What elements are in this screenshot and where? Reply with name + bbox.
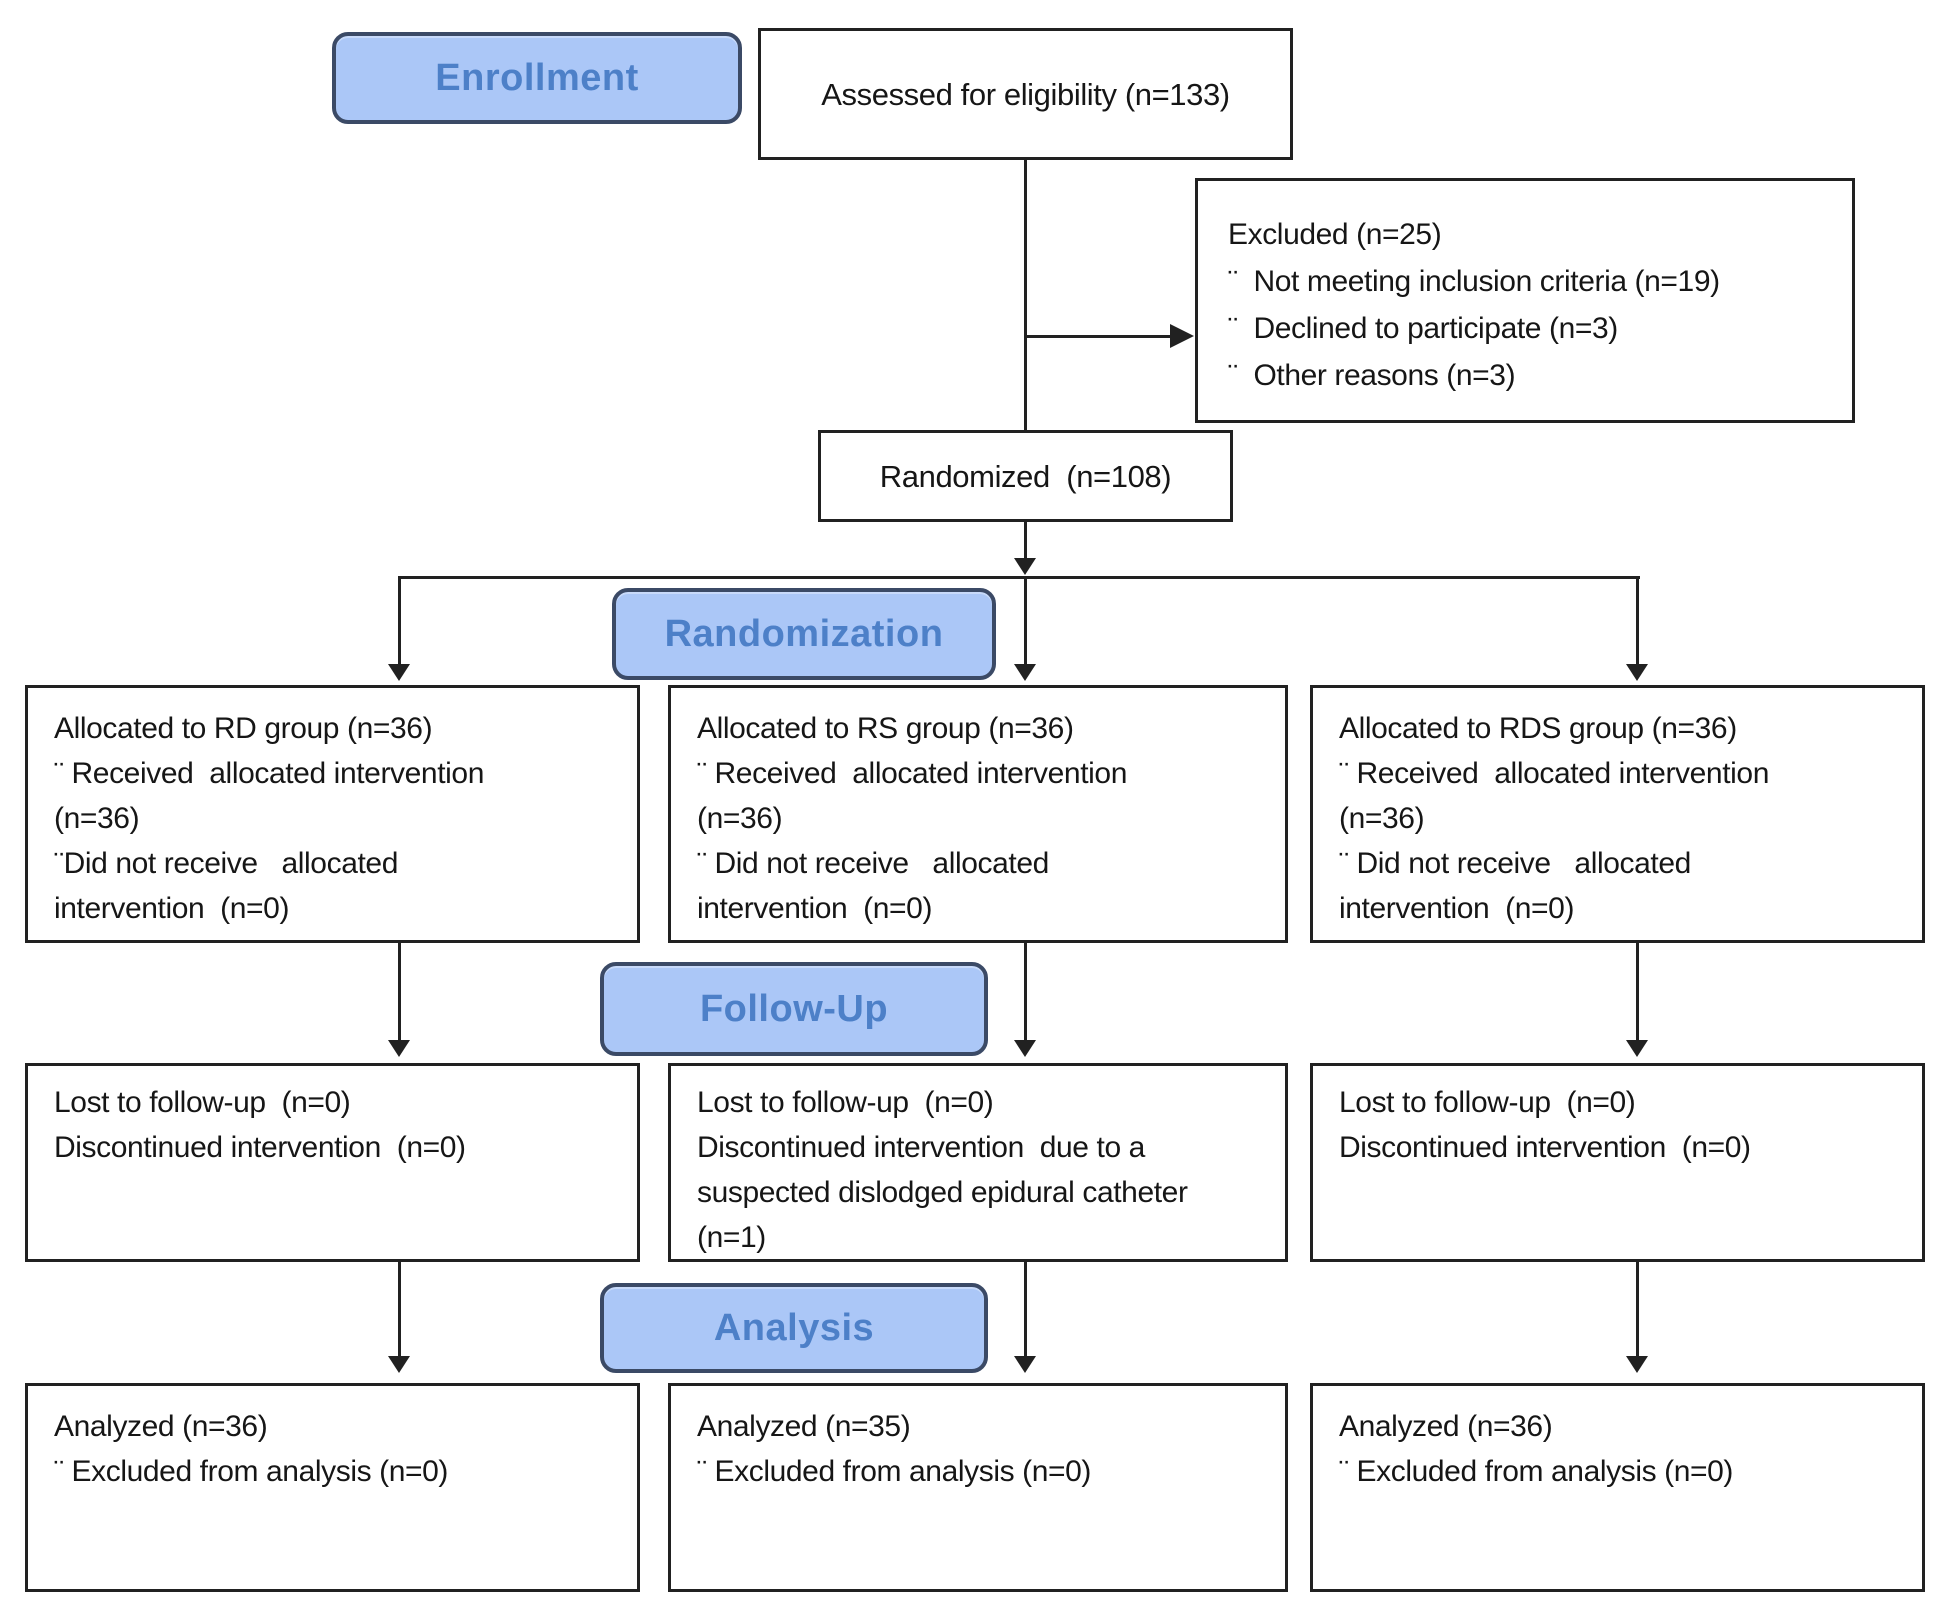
followup-box-rs bbox=[668, 1063, 1288, 1262]
allocation-title: Allocated to RDS group (n=36) bbox=[1339, 712, 1737, 745]
allocation-line: ¨ Received allocated intervention bbox=[54, 757, 484, 790]
connector-followup-analysis-rs bbox=[1024, 1262, 1027, 1358]
connector-to-excluded bbox=[1025, 335, 1170, 338]
allocation-title: Allocated to RD group (n=36) bbox=[54, 712, 433, 745]
stage-label-enrollment bbox=[332, 32, 742, 124]
down-arrowhead bbox=[1014, 1040, 1036, 1057]
analysis-line: ¨ Excluded from analysis (n=0) bbox=[1339, 1455, 1733, 1488]
randomized-text: Randomized (n=108) bbox=[879, 458, 1172, 494]
allocation-line: intervention (n=0) bbox=[54, 892, 290, 925]
analysis-box-rs bbox=[668, 1383, 1288, 1592]
allocation-box-rs bbox=[668, 685, 1288, 943]
followup-line: (n=1) bbox=[697, 1221, 766, 1254]
allocation-line: ¨ Did not receive allocated bbox=[697, 847, 1049, 880]
stage-label-analysis bbox=[600, 1283, 988, 1373]
stage-label-text: Randomization bbox=[664, 612, 944, 655]
stage-label-text: Analysis bbox=[713, 1306, 875, 1349]
stage-label-text: Enrollment bbox=[435, 56, 639, 99]
excluded-title: Excluded (n=25) bbox=[1228, 218, 1442, 251]
down-arrowhead bbox=[1014, 664, 1036, 681]
analysis-box-rd bbox=[25, 1383, 640, 1592]
analysis-title: Analyzed (n=35) bbox=[697, 1410, 911, 1443]
excluded-item: ¨ Declined to participate (n=3) bbox=[1228, 312, 1618, 345]
branch-line bbox=[398, 576, 1640, 579]
down-arrowhead bbox=[388, 1040, 410, 1057]
followup-box-rds bbox=[1310, 1063, 1925, 1262]
connector-assessed-randomized bbox=[1024, 160, 1027, 430]
analysis-title: Analyzed (n=36) bbox=[1339, 1410, 1553, 1443]
connector-randomized-branch bbox=[1024, 522, 1027, 560]
connector-branch-rs bbox=[1024, 576, 1027, 666]
stage-label-followup bbox=[600, 962, 988, 1056]
connector-followup-analysis-rds bbox=[1636, 1262, 1639, 1358]
connector-alloc-followup-rd bbox=[398, 943, 401, 1042]
analysis-line: ¨ Excluded from analysis (n=0) bbox=[697, 1455, 1091, 1488]
connector-alloc-followup-rds bbox=[1636, 943, 1639, 1042]
allocation-line: intervention (n=0) bbox=[1339, 892, 1575, 925]
connector-branch-rd bbox=[398, 576, 401, 666]
followup-line: Lost to follow-up (n=0) bbox=[54, 1086, 351, 1119]
stage-label-randomization bbox=[612, 588, 996, 680]
allocation-title: Allocated to RS group (n=36) bbox=[697, 712, 1074, 745]
allocation-line: ¨ Received allocated intervention bbox=[1339, 757, 1769, 790]
followup-line: Discontinued intervention due to a bbox=[697, 1131, 1145, 1164]
analysis-box-rds bbox=[1310, 1383, 1925, 1592]
randomized-box bbox=[818, 430, 1233, 522]
allocation-line: ¨ Received allocated intervention bbox=[697, 757, 1127, 790]
down-arrowhead bbox=[1626, 1040, 1648, 1057]
allocation-line: intervention (n=0) bbox=[697, 892, 933, 925]
excluded-item: ¨ Other reasons (n=3) bbox=[1228, 359, 1516, 392]
down-arrowhead bbox=[388, 664, 410, 681]
connector-branch-rds bbox=[1636, 576, 1639, 666]
down-arrowhead bbox=[1626, 1356, 1648, 1373]
excluded-item: ¨ Not meeting inclusion criteria (n=19) bbox=[1228, 265, 1720, 298]
connector-followup-analysis-rd bbox=[398, 1262, 401, 1358]
connector-alloc-followup-rs bbox=[1024, 943, 1027, 1042]
down-arrowhead bbox=[1014, 558, 1036, 575]
right-arrowhead bbox=[1170, 324, 1194, 348]
stage-label-text: Follow-Up bbox=[699, 987, 889, 1030]
allocation-line: (n=36) bbox=[54, 802, 140, 835]
allocation-box-rd bbox=[25, 685, 640, 943]
followup-line: suspected dislodged epidural catheter bbox=[697, 1176, 1188, 1209]
allocation-line: ¨Did not receive allocated bbox=[54, 847, 398, 880]
down-arrowhead bbox=[1014, 1356, 1036, 1373]
assessed-box bbox=[758, 28, 1293, 160]
allocation-line: (n=36) bbox=[697, 802, 783, 835]
excluded-box bbox=[1195, 178, 1855, 423]
followup-line: Lost to follow-up (n=0) bbox=[1339, 1086, 1636, 1119]
allocation-line: ¨ Did not receive allocated bbox=[1339, 847, 1691, 880]
analysis-line: ¨ Excluded from analysis (n=0) bbox=[54, 1455, 448, 1488]
analysis-title: Analyzed (n=36) bbox=[54, 1410, 268, 1443]
down-arrowhead bbox=[1626, 664, 1648, 681]
followup-line: Discontinued intervention (n=0) bbox=[1339, 1131, 1751, 1164]
followup-box-rd bbox=[25, 1063, 640, 1262]
allocation-line: (n=36) bbox=[1339, 802, 1425, 835]
down-arrowhead bbox=[388, 1356, 410, 1373]
followup-line: Lost to follow-up (n=0) bbox=[697, 1086, 994, 1119]
followup-line: Discontinued intervention (n=0) bbox=[54, 1131, 466, 1164]
assessed-text: Assessed for eligibility (n=133) bbox=[821, 76, 1230, 112]
allocation-box-rds bbox=[1310, 685, 1925, 943]
